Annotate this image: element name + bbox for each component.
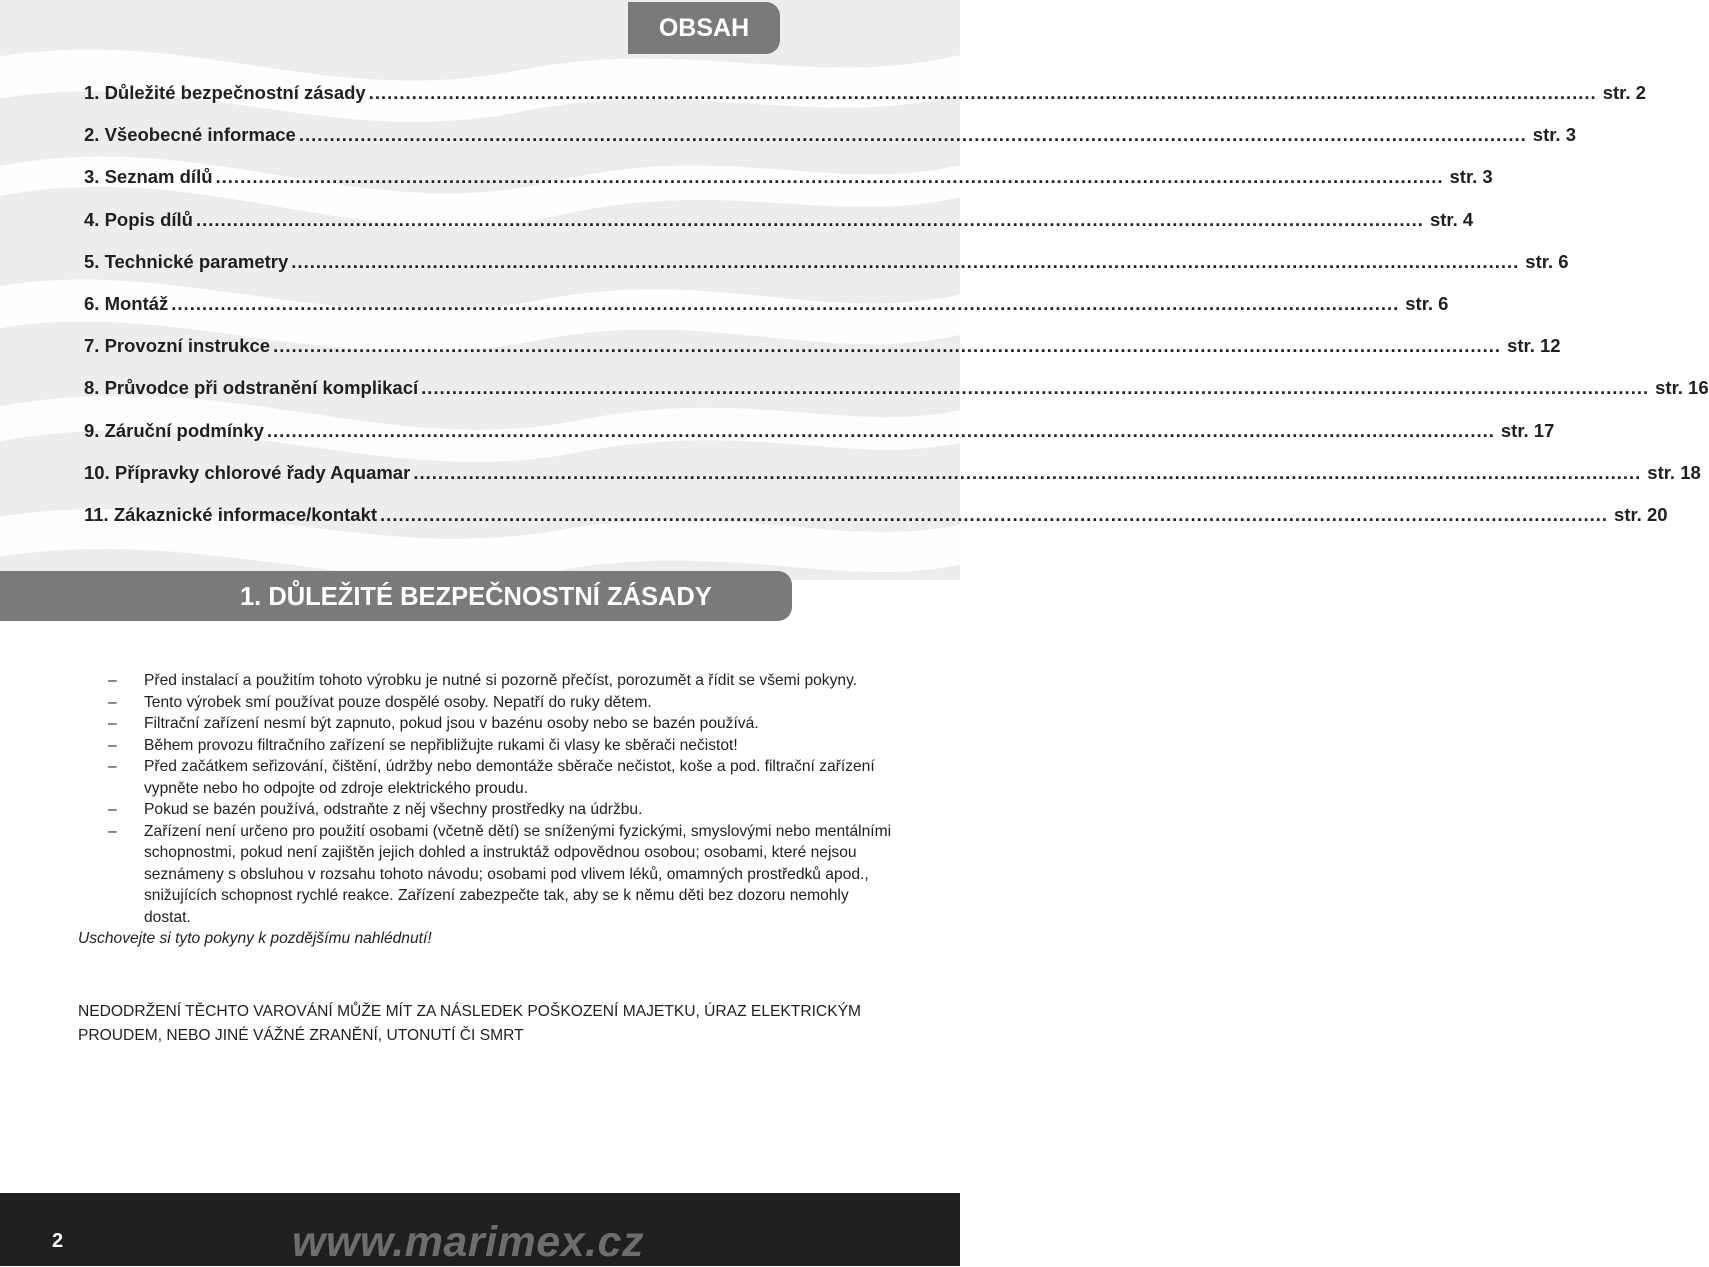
- toc-item[interactable]: [84, 293, 1449, 323]
- toc-leader-dots: ........................................................................................................................................................................................................: [266, 419, 1495, 441]
- toc-item-title: 1. Důležité bezpečnostní zásady: [84, 82, 366, 103]
- toc-item-title: 8. Průvodce při odstranění komplikací: [84, 377, 419, 399]
- toc-leader-dots: ........................................................................................................................................................................................................: [215, 166, 1444, 188]
- section-title: 1. DŮLEŽITÉ BEZPEČNOSTNÍ ZÁSADY: [240, 583, 712, 611]
- contents-tab: [628, 2, 780, 54]
- toc-leader-dots: ........................................................................................................................................................................................................: [380, 504, 1609, 525]
- rule-item: [78, 799, 898, 821]
- toc-item-title: 11. Zákaznické informace/kontakt: [84, 504, 378, 525]
- rule-dash: –: [108, 736, 117, 754]
- toc-item-title: 9. Záruční podmínky: [84, 419, 264, 441]
- rule-dash: –: [108, 822, 117, 840]
- keep-instructions-note: Uschovejte si tyto pokyny k pozdějšímu nahlédnutí!: [78, 930, 432, 947]
- toc-item[interactable]: [84, 82, 1646, 112]
- rule-dash: –: [108, 758, 117, 775]
- toc-item[interactable]: [84, 335, 1561, 365]
- toc-item-title: 7. Provozní instrukce: [84, 335, 271, 357]
- toc-item-page: str. 3: [1449, 166, 1493, 188]
- contents-tab-label: OBSAH: [658, 13, 750, 42]
- toc-item-title: 3. Seznam dílů: [84, 166, 213, 188]
- toc-item-page: str. 16: [1655, 377, 1709, 399]
- toc-item-page: str. 3: [1532, 124, 1576, 146]
- toc-item-title: 10. Přípravky chlorové řady Aquamar: [84, 461, 411, 483]
- toc-item-page: str. 4: [1429, 208, 1474, 230]
- toc-item[interactable]: [84, 377, 1709, 407]
- toc-leader-dots: ........................................................................................................................................................................................................: [195, 208, 1424, 230]
- rule-text: Před instalací a použitím tohoto výrobku je nutné si pozorně přečíst, porozumět a řídit se všemi pokyny.: [144, 672, 858, 689]
- rule-item: [78, 692, 898, 714]
- rule-dash: –: [108, 672, 117, 689]
- toc-leader-dots: ........................................................................................................................................................................................................: [368, 82, 1597, 103]
- toc-leader-dots: ........................................................................................................................................................................................................: [421, 377, 1650, 399]
- toc-item[interactable]: [84, 208, 1474, 239]
- rule-dash: –: [108, 693, 117, 711]
- toc-item-page: str. 20: [1614, 504, 1668, 525]
- rule-text: Během provozu filtračního zařízení se nepřibližujte rukami či vlasy ke sběrači nečistot!: [144, 736, 738, 754]
- rule-text: Pokud se bazén používá, odstraňte z něj všechny prostředky na údržbu.: [144, 801, 643, 818]
- warning-text: NEDODRŽENÍ TĚCHTO VAROVÁNÍ MŮŽE MÍT ZA NÁSLEDEK POŠKOZENÍ MAJETKU, ÚRAZ ELEKTRICKÝM PROUDEM, NEBO JINÉ VÁŽNÉ ZRANĚNÍ, UTONUTÍ ČI SMRT: [78, 1003, 861, 1044]
- rule-dash: –: [108, 715, 117, 732]
- rule-item: [78, 735, 898, 757]
- toc-item-title: 4. Popis dílů: [84, 208, 193, 230]
- toc-item[interactable]: [84, 461, 1701, 492]
- rule-item: [78, 821, 898, 929]
- toc-item-page: str. 6: [1525, 250, 1569, 272]
- safety-rules: [78, 670, 898, 950]
- toc-leader-dots: ........................................................................................................................................................................................................: [413, 461, 1642, 483]
- rule-text: Před začátkem seřizování, čištění, údržby nebo demontáže sběrače nečistot, koše a pod. filtrační zařízení vypněte nebo ho odpojte od zdroje elektrického proudu.: [144, 758, 875, 797]
- toc-leader-dots: ........................................................................................................................................................................................................: [291, 250, 1520, 272]
- rule-text: Tento výrobek smí používat pouze dospělé osoby. Nepatří do ruky dětem.: [144, 693, 652, 711]
- toc-item[interactable]: [84, 250, 1569, 281]
- rule-item: [78, 756, 898, 799]
- rule-text: Zařízení není určeno pro použití osobami (včetně dětí) se sníženými fyzickými, smyslovými nebo mentálními schopnostmi, pokud není zajištěn jejich dohled a instruktáž odpovědnou osobou; osobami, které nejsou seznámeny s obsluhou v rozsahu tohoto návodu; osobami pod vlivem léků, omamných prostředků apod., snižujících schopnost rychlé reakce. Zařízení zabezpečte tak, aby se k němu děti bez dozoru nemohly dostat.: [144, 822, 892, 926]
- website-url[interactable]: www.marimex.cz: [292, 1218, 644, 1266]
- rule-item: [78, 670, 898, 692]
- toc-item[interactable]: [84, 124, 1576, 154]
- toc-item-page: str. 17: [1500, 419, 1555, 441]
- toc-item[interactable]: [84, 504, 1668, 534]
- toc-item-title: 6. Montáž: [84, 293, 169, 314]
- toc-item-title: 2. Všeobecné informace: [84, 124, 296, 146]
- page-number: 2: [52, 1230, 64, 1252]
- toc-item-page: str. 2: [1602, 82, 1646, 103]
- rule-text: Filtrační zařízení nesmí být zapnuto, pokud jsou v bazénu osoby nebo se bazén používá.: [144, 715, 759, 732]
- toc-leader-dots: ........................................................................................................................................................................................................: [171, 293, 1400, 314]
- toc-leader-dots: ........................................................................................................................................................................................................: [298, 124, 1527, 146]
- toc-leader-dots: ........................................................................................................................................................................................................: [273, 335, 1502, 357]
- rule-item: [78, 713, 898, 735]
- toc-item-page: str. 6: [1405, 293, 1449, 314]
- rule-dash: –: [108, 801, 117, 818]
- toc-item-title: 5. Technické parametry: [84, 250, 289, 272]
- toc-item-page: str. 18: [1647, 461, 1701, 483]
- toc-item-page: str. 12: [1507, 335, 1561, 357]
- toc-item[interactable]: [84, 419, 1555, 450]
- toc-item[interactable]: [84, 166, 1493, 196]
